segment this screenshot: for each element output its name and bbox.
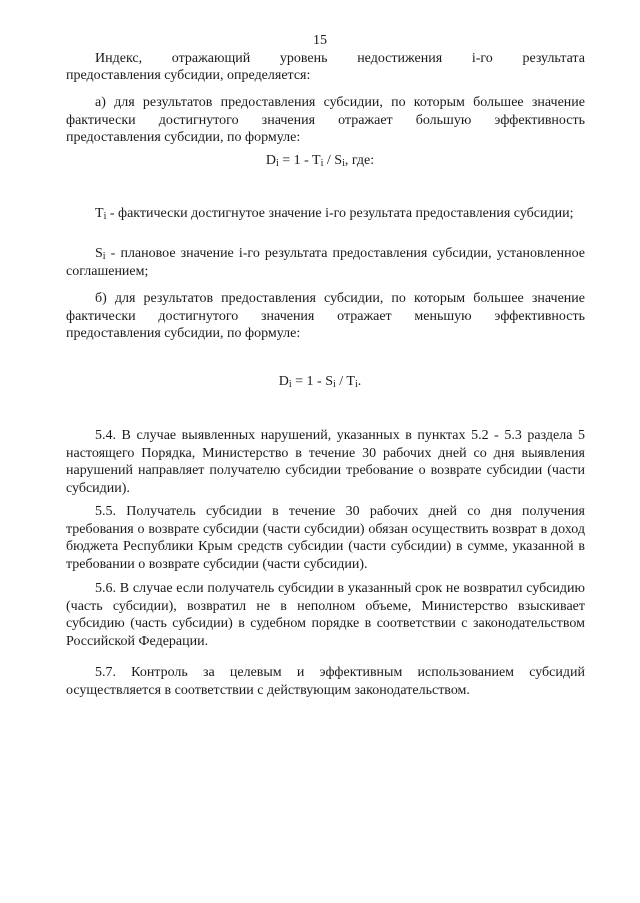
section-5-7: 5.7. Контроль за целевым и эффективным использованием субсидий осуществляется в соответствии с действующим законодательством. xyxy=(66,665,585,698)
formula-a-s-sub: i xyxy=(342,158,345,169)
page-number: 15 xyxy=(313,33,327,48)
formula-b xyxy=(0,373,640,391)
intro-first-line xyxy=(66,50,585,68)
definition-s-text: - плановое значение i-го результата предоставления субсидии, установленное соглашением; xyxy=(66,246,585,279)
item-b-paragraph: б) для результатов предоставления субсидии, по которым большее значение фактически достигнутого значения отражает меньшую эффективность предоставления субсидии, по формуле: xyxy=(66,291,585,341)
formula-b-t-sub: i xyxy=(354,379,358,390)
intro-word: недостижения xyxy=(357,51,443,66)
formula-b-d-sub: i xyxy=(288,379,292,390)
formula-a-slash: / S xyxy=(323,153,343,168)
formula-a-mid: = 1 - T xyxy=(278,153,321,168)
definition-s-sub: i xyxy=(102,251,106,262)
definition-t-sub: i xyxy=(103,211,107,222)
intro-word: результата xyxy=(522,51,585,66)
definition-s xyxy=(66,245,585,280)
formula-a xyxy=(0,152,640,170)
formula-a-d: D xyxy=(265,153,276,168)
definition-t-text: - фактически достигнутое значение i-го результата предоставления субсидии; xyxy=(106,206,574,221)
intro-word: уровень xyxy=(279,51,328,66)
formula-b-mid: = 1 - S xyxy=(291,374,333,389)
item-a-paragraph: а) для результатов предоставления субсидии, по которым большее значение фактически достигнутого значения отражает большую эффективность предоставления субсидии, по формуле: xyxy=(66,95,585,145)
intro-word: Индекс, xyxy=(95,51,143,66)
intro-word: отражающий xyxy=(171,51,251,66)
intro-word: i-го xyxy=(471,51,493,66)
definition-s-letter: S xyxy=(95,246,103,261)
intro-second-line: предоставления субсидии, определяется: xyxy=(66,68,311,83)
formula-a-d-sub: i xyxy=(275,158,279,169)
formula-b-slash: / T xyxy=(335,374,355,389)
definition-t-letter: T xyxy=(95,206,104,221)
section-5-4: 5.4. В случае выявленных нарушений, указанных в пунктах 5.2 - 5.3 раздела 5 настоящего Порядка, Министерство в течение 30 рабочих дней со дня выявления нарушений направляет получателю субсидии требование о возврате субсидии (части субсидии). xyxy=(66,428,585,496)
formula-b-tail: . xyxy=(357,374,362,389)
section-5-6: 5.6. В случае если получатель субсидии в указанный срок не возвратил субсидию (часть субсидии), возвратил не в неполном объеме, Министерство взыскивает субсидию (часть субсидии) в судебном порядке в соответствии с законодательством Российской Федерации. xyxy=(66,581,585,649)
section-5-5: 5.5. Получатель субсидии в течение 30 рабочих дней со дня получения требования о возврате субсидии (части субсидии) обязан осуществить возврат в доход бюджета Республики Крым средств субсидии (части субсидии) в сумме, указанной в требовании о возврате субсидии (части субсидии). xyxy=(66,504,585,572)
definition-t xyxy=(66,205,585,223)
formula-a-t-sub: i xyxy=(320,158,324,169)
formula-b-s-sub: i xyxy=(332,379,336,390)
formula-a-tail: , где: xyxy=(344,153,375,168)
formula-b-d: D xyxy=(278,374,289,389)
